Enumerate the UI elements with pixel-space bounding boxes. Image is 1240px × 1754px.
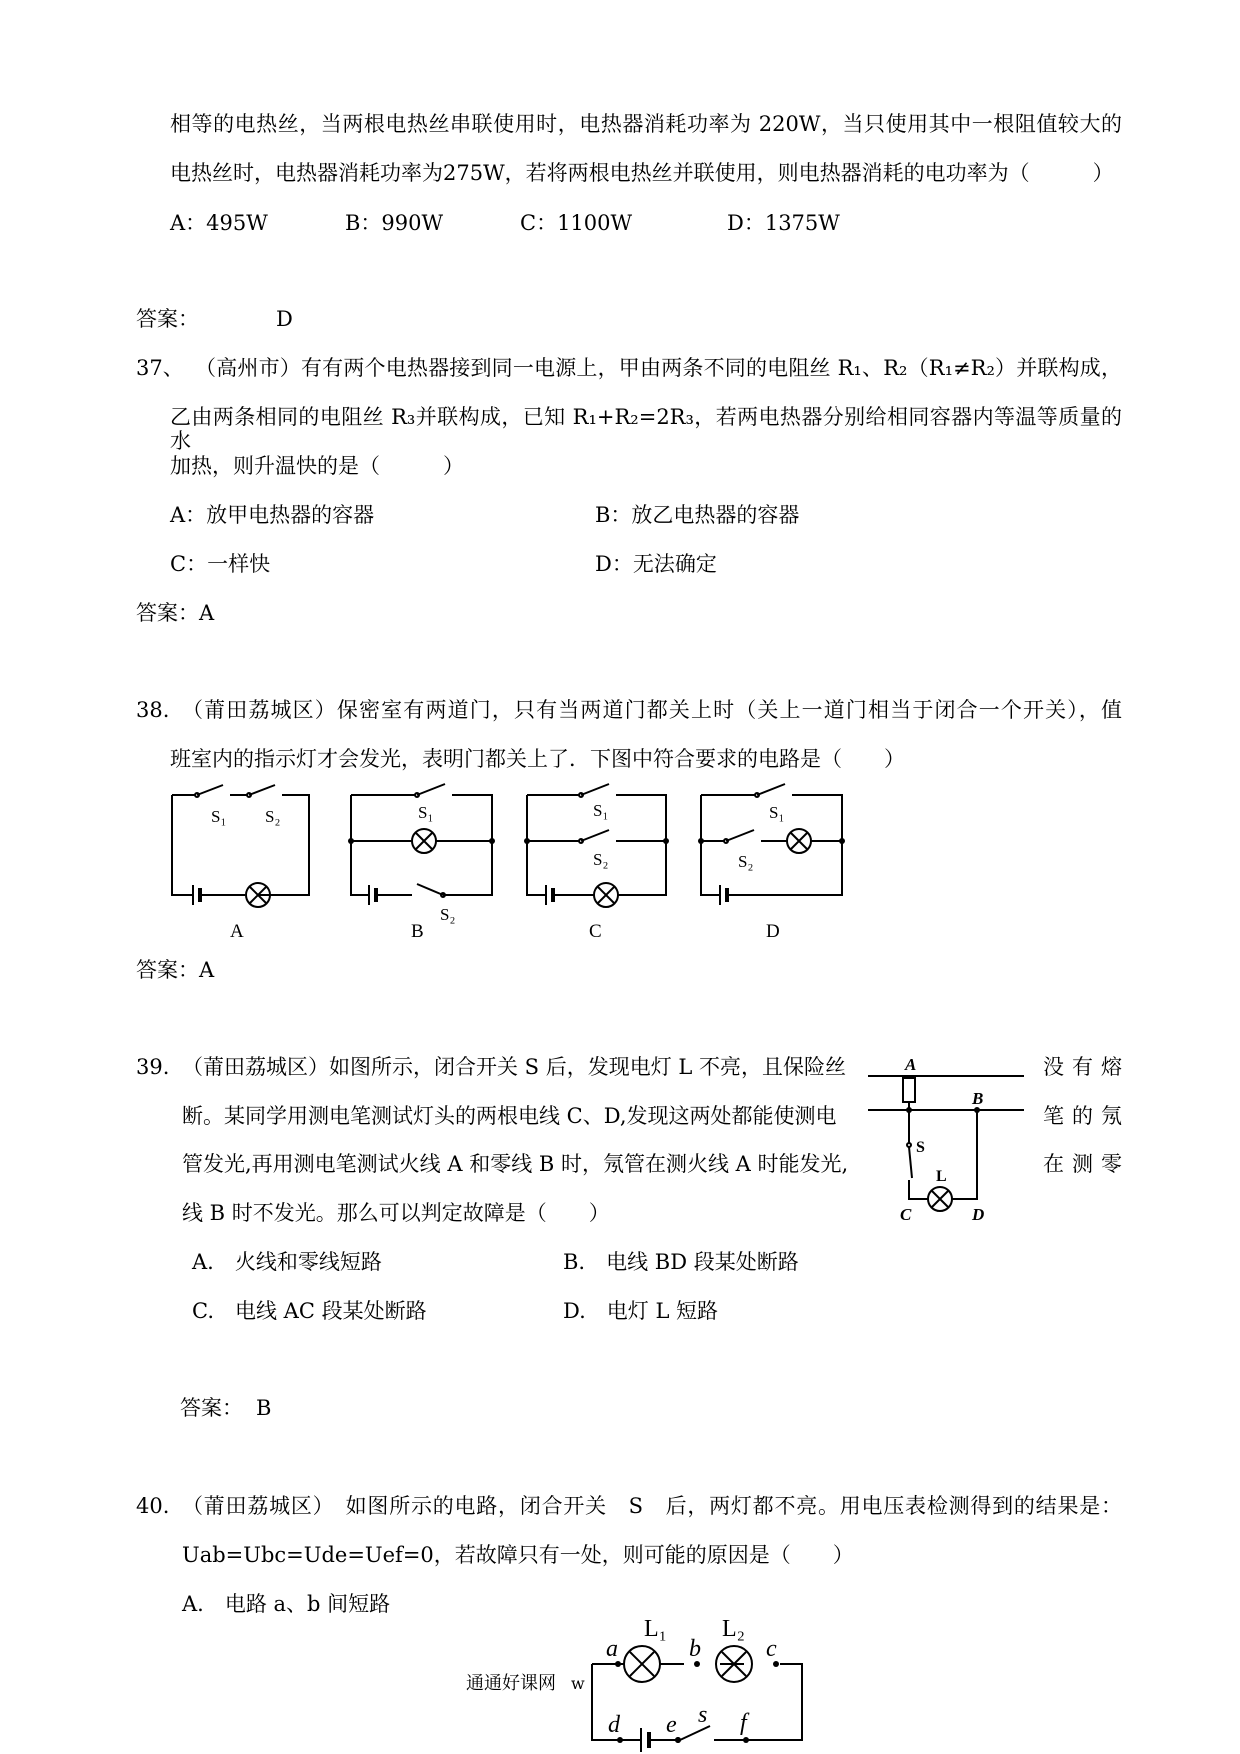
q38-c-s1: S₁ xyxy=(593,801,609,820)
q40-label-l2: L₂ xyxy=(722,1616,746,1642)
q39-option-b: B. 电线 BD 段某处断路 xyxy=(563,1250,799,1274)
q36-option-d: D：1375W xyxy=(727,211,840,235)
q39-answer: B xyxy=(256,1396,272,1420)
q38-a-s2: S₂ xyxy=(265,807,281,826)
q39-line1: （莆田荔城区）如图所示，闭合开关 S 后，发现电灯 L 不亮，且保险丝 xyxy=(182,1055,847,1079)
q37-line2: 乙由两条相同的电阻丝 R₃并联构成，已知 R₁+R₂=2R₃，若两电热器分别给相同容器内等温等质量的水 xyxy=(170,405,1122,453)
q38-line1: （莆田荔城区）保密室有两道门，只有当两道门都关上时（关上一道门相当于闭合一个开关），值 xyxy=(182,698,1122,722)
footer-watermark: 通通好课网 xyxy=(466,1673,556,1694)
q38-lamp-c xyxy=(594,883,618,907)
q38-lamp-d xyxy=(787,829,811,853)
q39-line4: 线 B 时不发光。那么可以判定故障是（ ） xyxy=(182,1201,610,1225)
footer-tail: w xyxy=(571,1674,585,1693)
q38-b-s1: S₁ xyxy=(418,803,434,822)
q40-label-a: a xyxy=(606,1636,618,1662)
q37-line1: （高州市）有有两个电热器接到同一电源上，甲由两条不同的电阻丝 R₁、R₂（R₁≠R₂）并联构成， xyxy=(195,356,1122,380)
q36-answer-label: 答案： xyxy=(136,307,199,331)
q39-circuit-figure xyxy=(868,1048,1024,1226)
q40-line1: （莆田荔城区） 如图所示的电路，闭合开关 S 后，两灯都不亮。用电压表检测得到的结果是： xyxy=(182,1494,1122,1518)
q38-b-s2: S₂ xyxy=(440,905,456,924)
q38-label-a: A xyxy=(230,921,244,942)
q38-label-c: C xyxy=(589,921,602,942)
q38-d-s2: S₂ xyxy=(738,852,754,871)
q39-label-a: A xyxy=(905,1055,917,1074)
q38-line2: 班室内的指示灯才会发光，表明门都关上了．下图中符合要求的电路是（ ） xyxy=(170,747,905,771)
q37-answer: 答案：A xyxy=(136,601,215,625)
q38-number: 38. xyxy=(136,698,170,722)
q39-label-b: B xyxy=(972,1089,984,1108)
q36-line1: 相等的电热丝，当两根电热丝串联使用时，电热器消耗功率为 220W，当只使用其中一根阻值较大的 xyxy=(170,112,1122,136)
q39-line1-end: 没有熔 xyxy=(1043,1055,1122,1079)
q40-label-s: s xyxy=(698,1702,708,1728)
q38-c-s2: S₂ xyxy=(593,850,609,869)
q38-label-d: D xyxy=(766,921,780,942)
q38-circuit-figure xyxy=(166,780,846,945)
q39-number: 39. xyxy=(136,1055,170,1079)
q39-option-c: C. 电线 AC 段某处断路 xyxy=(192,1299,427,1323)
q37-option-a: A：放甲电热器的容器 xyxy=(170,503,375,527)
q39-label-l: L xyxy=(936,1168,947,1185)
q39-lamp-l xyxy=(928,1187,952,1211)
q38-lamp-b xyxy=(412,829,436,853)
q39-line3-end: 在测零 xyxy=(1043,1152,1122,1176)
q39-label-d: D xyxy=(972,1205,985,1224)
q38-label-b: B xyxy=(411,921,424,942)
q37-option-d: D：无法确定 xyxy=(595,552,717,576)
q39-line3: 管发光,再用测电笔测试火线 A 和零线 B 时，氖管在测火线 A 时能发光, xyxy=(182,1152,849,1176)
q39-line2: 断。某同学用测电笔测试灯头的两根电线 C、D,发现这两处都能使测电 xyxy=(182,1104,837,1128)
q37-number: 37、 xyxy=(136,356,184,380)
q40-label-e: e xyxy=(666,1712,677,1738)
q39-line2-end: 笔的氖 xyxy=(1043,1104,1122,1128)
q36-option-b: B：990W xyxy=(345,211,444,235)
q38-a-s1: S₁ xyxy=(211,807,227,826)
q40-label-c: c xyxy=(766,1636,777,1662)
q39-answer-label: 答案： xyxy=(180,1396,243,1420)
q40-label-b: b xyxy=(689,1636,701,1662)
q39-label-c: C xyxy=(900,1205,912,1224)
q40-label-f: f xyxy=(740,1710,747,1736)
q37-option-b: B：放乙电热器的容器 xyxy=(595,503,800,527)
q36-option-a: A：495W xyxy=(170,211,268,235)
q38-answer: 答案：A xyxy=(136,958,215,982)
q39-option-a: A. 火线和零线短路 xyxy=(192,1250,382,1274)
q38-d-s1: S₁ xyxy=(769,803,785,822)
q39-option-d: D. 电灯 L 短路 xyxy=(563,1299,719,1323)
q37-option-c: C：一样快 xyxy=(170,552,271,576)
q36-answer: D xyxy=(276,307,293,331)
q40-label-d: d xyxy=(608,1712,620,1738)
q40-option-a: A. 电路 a、b 间短路 xyxy=(182,1592,391,1616)
q40-label-l1: L₁ xyxy=(644,1616,668,1642)
q40-circuit-figure xyxy=(586,1610,808,1754)
q36-line2: 电热丝时，电热器消耗功率为275W，若将两根电热丝并联使用，则电热器消耗的电功率为（ ） xyxy=(170,161,1114,185)
q40-number: 40. xyxy=(136,1494,170,1518)
q36-option-c: C：1100W xyxy=(520,211,633,235)
q40-line2: Uab=Ubc=Ude=Uef=0，若故障只有一处，则可能的原因是（ ） xyxy=(182,1543,854,1567)
q39-label-s: S xyxy=(916,1139,925,1156)
q40-lamp-l1 xyxy=(624,1646,660,1682)
q37-line3: 加热，则升温快的是（ ） xyxy=(170,454,464,478)
